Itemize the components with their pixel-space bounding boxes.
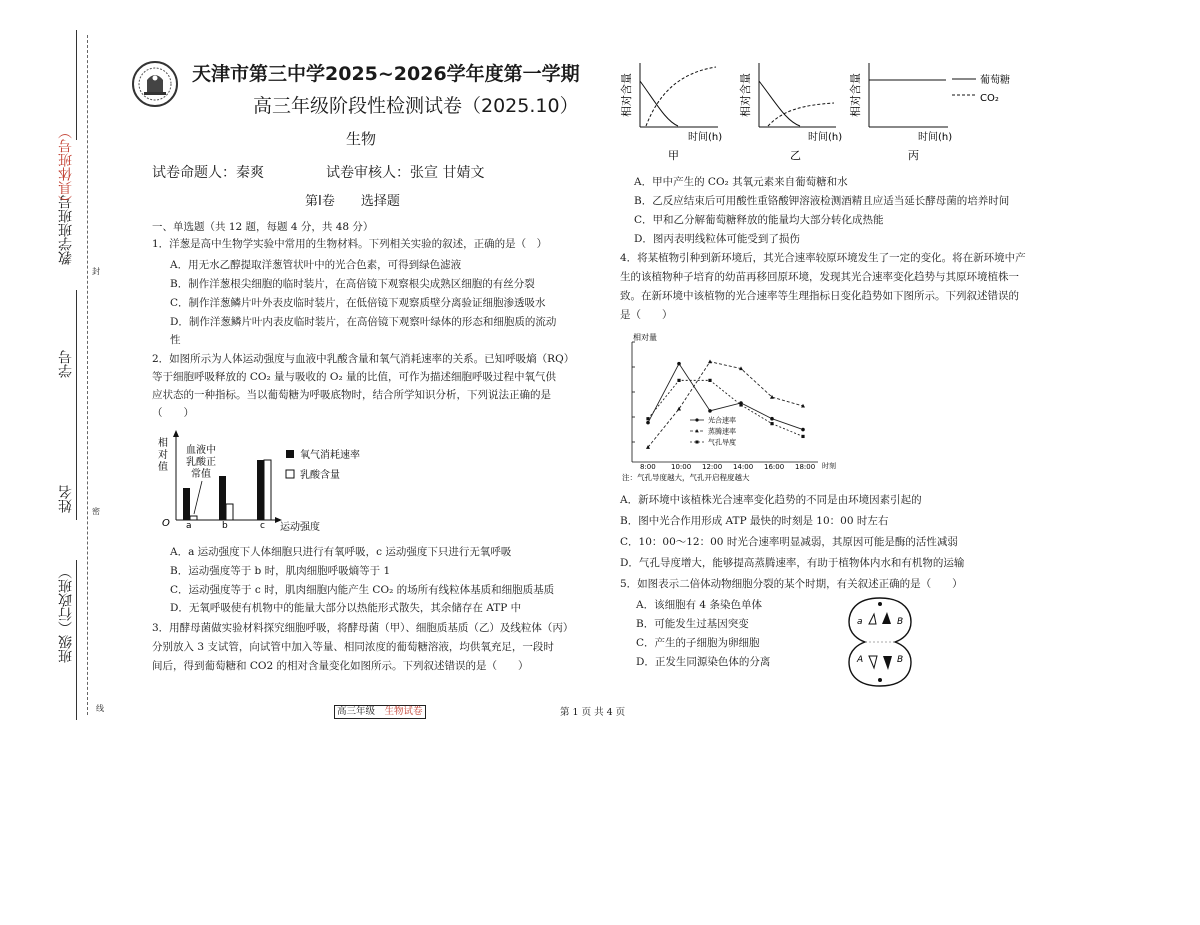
q4-stem-line: 生的该植物种子培育的幼苗再移回原环境，发现其光合速率变化趋势与其原环境植株一 — [620, 271, 1019, 283]
q3-legend-label: CO₂ — [980, 93, 999, 104]
part-heading: 一、单选题（共 12 题，每题 4 分，共 48 分） — [152, 221, 374, 233]
q2-stem-line: 应状态的一种指标。当以葡萄糖为呼吸底物时，结合所学知识分析，下列说法正确的是 — [152, 389, 551, 401]
class-fill-line — [76, 560, 77, 720]
q3-option-b: B．乙反应结束后可用酸性重铬酸钾溶液检测酒精且应适当延长酵母菌的培养时间 — [634, 195, 1010, 207]
exam-title: 高三年级阶段性检测试卷（2025.10） — [253, 95, 579, 117]
q3-option-a: A．甲中产生的 CO₂ 其氧元素来自葡萄糖和水 — [634, 176, 848, 188]
q4-point — [801, 435, 804, 438]
q2-callout-pointer — [194, 481, 202, 514]
q4-x-tick-label: 8:00 — [640, 463, 656, 471]
q4-y-label: 相对量 — [633, 333, 657, 342]
gene-label: B — [897, 655, 904, 665]
centrosome-top — [878, 602, 882, 606]
q2-stem-line: 等于细胞呼吸释放的 CO₂ 量与吸收的 O₂ 量的比值，可作为描述细胞呼吸过程中氧气供 — [152, 371, 557, 383]
q3-y-label: 相对含量 — [849, 73, 862, 117]
chromosome-dark — [882, 612, 891, 624]
q1-option-b: B．制作洋葱根尖细胞的临时装片，在高倍镜下观察根尖成熟区细胞的有丝分裂 — [170, 278, 535, 290]
q4-option-d: D．气孔导度增大，能够提高蒸腾速率，有助于植物体内水和有机物的运输 — [620, 557, 965, 569]
q1-option-d: D．制作洋葱鳞片叶内表皮临时装片，在高倍镜下观察叶绿体的形态和细胞质的流动 — [170, 316, 557, 328]
q4-legend-label: 光合速率 — [708, 416, 736, 425]
q5-option-a: A．该细胞有 4 条染色单体 — [636, 599, 762, 611]
q4-point — [646, 417, 649, 420]
q4-point — [677, 362, 681, 366]
student-id-label: 学号 — [58, 350, 74, 378]
q2-oxygen-bar — [183, 488, 190, 520]
q3-option-d: D．图丙表明线粒体可能受到了损伤 — [634, 233, 800, 245]
q4-x-unit: 时刻 — [822, 462, 836, 470]
q3-glucose-curve — [759, 81, 800, 126]
q4-legend-label: 蒸腾速率 — [708, 427, 736, 436]
q2-figure — [150, 428, 400, 538]
section-title: 第Ⅰ卷 选择题 — [305, 194, 400, 209]
q3-stem-line: 间后，得到葡萄糖和 CO2 的相对含量变化如图所示。下列叙述错误的是（ ） — [152, 660, 529, 672]
q4-point — [770, 422, 773, 425]
q1-option-c: C．制作洋葱鳞片叶外表皮临时装片，在低倍镜下观察质壁分离验证细胞渗透吸水 — [170, 297, 546, 309]
chromosome-light — [869, 614, 876, 624]
q4-x-tick-label: 18:00 — [795, 463, 816, 471]
paper-author: 试卷命题人：秦爽 — [152, 165, 264, 181]
school-title: 天津市第三中学2025~2026学年度第一学期 — [192, 63, 580, 85]
q2-y-label: 相 — [158, 438, 168, 449]
school-emblem-icon — [130, 60, 180, 108]
q2-group-label: a — [186, 521, 192, 531]
subject-title: 生物 — [346, 130, 377, 148]
page-number: 第 1 页 共 4 页 — [560, 707, 626, 718]
centrosome-bottom — [878, 678, 882, 682]
q3-panel-yi — [738, 63, 842, 162]
footer-grade: 高三年级 — [337, 706, 376, 717]
q1-stem: 1．洋葱是高中生物学实验中常用的生物材料。下列相关实验的叙述，正确的是（ ） — [152, 238, 548, 250]
q4-point — [770, 417, 774, 421]
q2-option-a: A．a 运动强度下人体细胞只进行有氧呼吸，c 运动强度下只进行无氧呼吸 — [170, 546, 512, 558]
q4-x-tick-labels — [640, 463, 815, 471]
q2-option-b: B．运动强度等于 b 时，肌肉细胞呼吸熵等于 1 — [170, 565, 391, 577]
teaching-class-fill-line — [76, 30, 77, 140]
q5-stem: 5．如图表示二倍体动物细胞分裂的某个时期，有关叙述正确的是（ ） — [620, 578, 963, 590]
q4-note: 注：气孔导度越大，气孔开启程度越大 — [622, 473, 750, 482]
q3-figure — [618, 55, 1018, 165]
id-fill-line — [76, 290, 77, 400]
name-fill-line — [76, 400, 77, 520]
q2-origin: O — [162, 518, 170, 529]
q4-x-tick-label: 16:00 — [764, 463, 785, 471]
q4-point — [708, 409, 712, 413]
q2-legend-swatch — [286, 450, 294, 458]
cell-membrane — [849, 598, 911, 686]
q2-legend-label: 乳酸含量 — [300, 470, 340, 481]
q4-legend-marker — [695, 418, 698, 421]
q5-option-b: B．可能发生过基因突变 — [636, 618, 749, 630]
q3-co2-curve — [646, 67, 716, 126]
q4-y-ticks — [632, 342, 635, 442]
q2-y-label: 对 — [158, 450, 168, 461]
chromosome-dark — [883, 656, 892, 670]
paper-reviewer: 试卷审核人：张宣 甘婧文 — [326, 165, 485, 181]
q2-legend-swatch — [286, 470, 294, 478]
q2-legend-label: 氧气消耗速率 — [300, 450, 360, 461]
q2-y-label: 值 — [158, 462, 168, 473]
q3-option-c: C．甲和乙分解葡萄糖释放的能量均大部分转化成热能 — [634, 214, 884, 226]
q4-point — [708, 360, 712, 364]
q2-callout: 乳酸正 — [186, 457, 216, 468]
q2-lactate-bar — [264, 460, 271, 520]
q4-stem-line: 是（ ） — [620, 309, 673, 321]
q2-x-label: 运动强度 — [280, 522, 320, 533]
q4-option-a: A．新环境中该植株光合速率变化趋势的不同是由环境因素引起的 — [620, 494, 922, 506]
q4-point — [708, 379, 711, 382]
q3-stem-line: 3．用酵母菌做实验材料探究细胞呼吸，将酵母菌（甲）、细胞质基质（乙）及线粒体（丙） — [152, 622, 574, 634]
q4-legend — [690, 416, 736, 447]
q2-y-arrow — [173, 430, 179, 437]
chromosome-light — [869, 656, 877, 668]
q4-point — [739, 403, 742, 406]
name-label: 姓名 — [58, 485, 74, 513]
q3-x-label: 时间(h) — [918, 132, 953, 143]
footer-subject: 生物试卷 — [384, 706, 423, 717]
q3-glucose-curve — [640, 81, 678, 126]
q2-stem-line: （ ） — [152, 407, 194, 419]
q4-legend-marker — [696, 441, 699, 444]
school-logo — [130, 60, 180, 108]
q4-x-tick-label: 12:00 — [702, 463, 723, 471]
q4-stem-line: 致。在新环境中该植物的光合速率等生理指标日变化趋势如下图所示。下列叙述错误的 — [620, 290, 1019, 302]
footer-label — [334, 705, 426, 719]
q4-legend-label: 气孔导度 — [708, 438, 736, 447]
q4-option-b: B．图中光合作用形成 ATP 最快的时刻是 10：00 时左右 — [620, 515, 889, 527]
q4-x-tick-label: 10:00 — [671, 463, 692, 471]
q4-option-c: C．10：00～12：00 时光合速率明显减弱，其原因可能是酶的活性减弱 — [620, 536, 958, 548]
q3-panel-label: 乙 — [790, 149, 801, 162]
q3-panel-bing — [848, 63, 1010, 162]
teaching-class-label: 教学班班号 — [58, 195, 74, 265]
q2-stem-line: 2．如图所示为人体运动强度与血液中乳酸含量和氧气消耗速率的关系。已知呼吸熵（RQ） — [152, 353, 575, 365]
q5-option-d: D．正发生同源染色体的分离 — [636, 656, 771, 668]
cut-mark: 密 — [92, 507, 100, 516]
q2-callout: 血液中 — [186, 445, 216, 456]
q2-group-label: b — [222, 521, 228, 531]
gene-label: a — [857, 617, 863, 627]
teaching-class-note: （具体班号） — [58, 125, 74, 209]
q3-x-label: 时间(h) — [688, 132, 723, 143]
q2-lactate-bar — [190, 516, 197, 520]
q5-cell-figure — [845, 594, 915, 690]
q4-chart — [618, 328, 858, 488]
q4-point — [646, 421, 650, 425]
q3-legend-label: 葡萄糖 — [980, 75, 1010, 86]
q3-y-label: 相对含量 — [739, 73, 752, 117]
q1-option-a: A．用无水乙醇提取洋葱管状叶中的光合色素，可得到绿色滤液 — [170, 259, 462, 271]
cut-line — [87, 35, 88, 715]
q2-group-label: c — [260, 521, 265, 531]
q2-callout: 常值 — [191, 469, 211, 480]
q2-oxygen-bar — [257, 460, 264, 520]
q2-option-d: D．无氧呼吸使有机物中的能量大部分以热能形式散失，其余储存在 ATP 中 — [170, 602, 522, 614]
q1-option-d-cont: 性 — [170, 334, 181, 346]
q4-x-tick-label: 14:00 — [733, 463, 754, 471]
gene-label: B — [897, 617, 904, 627]
cut-mark: 线 — [96, 704, 104, 713]
q4-stem-line: 4．将某植物引种到新环境后，其光合速率较原环境发生了一定的变化。将在新环境中产 — [620, 252, 1026, 264]
q2-lactate-bar — [226, 504, 233, 520]
q3-panel-label: 甲 — [668, 149, 679, 162]
q5-option-c: C．产生的子细胞为卵细胞 — [636, 637, 760, 649]
q2-option-c: C．运动强度等于 c 时，肌肉细胞内能产生 CO₂ 的场所有线粒体基质和细胞质基质 — [170, 584, 555, 596]
class-label: 班级（行政班） — [58, 565, 74, 663]
q3-panel-jia — [619, 63, 722, 162]
cut-mark: 封 — [92, 267, 100, 276]
q3-x-label: 时间(h) — [808, 132, 843, 143]
q4-point — [801, 428, 805, 432]
gene-label: A — [857, 655, 864, 665]
q3-y-label: 相对含量 — [620, 73, 633, 117]
q3-stem-line: 分别放入 3 支试管，向试管中加入等量、相同浓度的葡萄糖溶液，均供氧充足，一段时 — [152, 641, 554, 653]
q3-panel-label: 丙 — [908, 149, 919, 162]
q2-oxygen-bar — [219, 476, 226, 520]
q4-point — [677, 379, 680, 382]
